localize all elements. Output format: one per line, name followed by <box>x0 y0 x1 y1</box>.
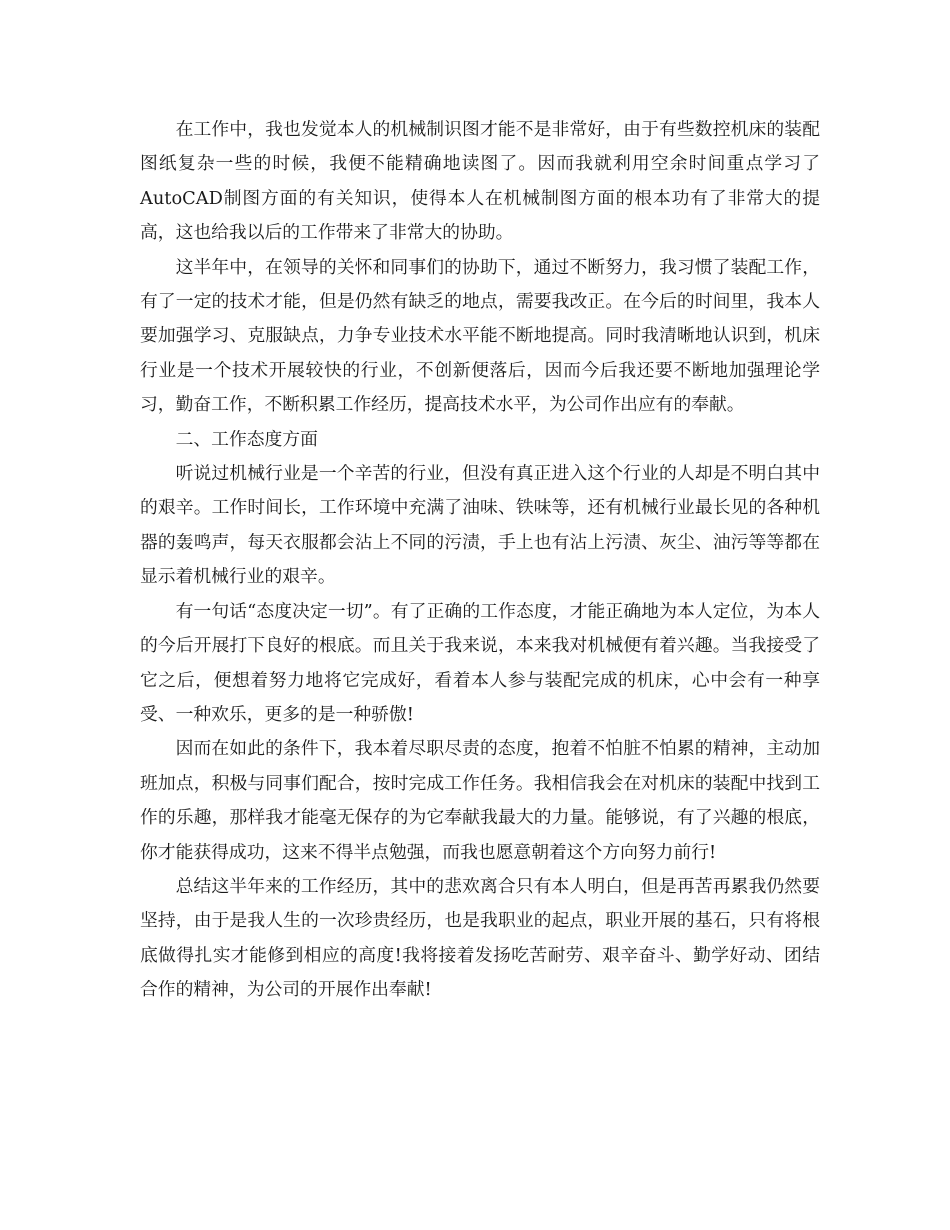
paragraph-cad-skills: 在工作中，我也发觉本人的机械制识图才能不是非常好，由于有些数控机床的装配图纸复杂一些的时候，我便不能精确地读图了。因而我就利用空余时间重点学习了AutoCAD制图方面的有关知识，使得本人在机械制图方面的根本功有了非常大的提高，这也给我以后的工作带来了非常大的协助。 <box>140 119 820 244</box>
paragraph-industry-hardship: 听说过机械行业是一个辛苦的行业，但没有真正进入这个行业的人却是不明白其中的艰辛。工作时间长，工作环境中充满了油味、铁味等，还有机械行业最长见的各种机器的轰鸣声，每天衣服都会沾上不同的污渍，手上也有沾上污渍、灰尘、油污等等都在显示着机械行业的艰辛。 <box>140 463 820 588</box>
paragraph-half-year-progress: 这半年中，在领导的关怀和同事们的协助下，通过不断努力，我习惯了装配工作，有了一定的技术才能，但是仍然有缺乏的地点，需要我改正。在今后的时间里，我本人要加强学习、克服缺点，力争专业技术水平能不断地提高。同时我清晰地认识到，机床行业是一个技术开展较快的行业，不创新便落后，因而今后我还要不断地加强理论学习，勤奋工作，不断积累工作经历，提高技术水平，为公司作出应有的奉献。 <box>140 256 820 416</box>
paragraph-dedication: 因而在如此的条件下，我本着尽职尽责的态度，抱着不怕脏不怕累的精神，主动加班加点，积极与同事们配合，按时完成工作任务。我相信我会在对机床的装配中找到工作的乐趣，那样我才能毫无保存的为它奉献我最大的力量。能够说，有了兴趣的根底，你才能获得成功，这来不得半点勉强，而我也愿意朝着这个方向努力前行! <box>140 738 820 863</box>
paragraph-attitude-matters: 有一句话“态度决定一切”。有了正确的工作态度，才能正确地为本人定位，为本人的今后开展打下良好的根底。而且关于我来说，本来我对机械便有着兴趣。当我接受了它之后，便想着努力地将它完成好，看着本人参与装配完成的机床，心中会有一种享受、一种欢乐，更多的是一种骄傲! <box>140 600 820 725</box>
section-heading-work-attitude: 二、工作态度方面 <box>175 428 318 450</box>
paragraph-summary: 总结这半年来的工作经历，其中的悲欢离合只有本人明白，但是再苦再累我仍然要坚持，由于是我人生的一次珍贵经历，也是我职业的起点，职业开展的基石，只有将根底做得扎实才能修到相应的高度!我将接着发扬吃苦耐劳、艰辛奋斗、勤学好动、团结合作的精神，为公司的开展作出奉献! <box>140 875 820 1001</box>
document-page <box>140 113 820 1008</box>
